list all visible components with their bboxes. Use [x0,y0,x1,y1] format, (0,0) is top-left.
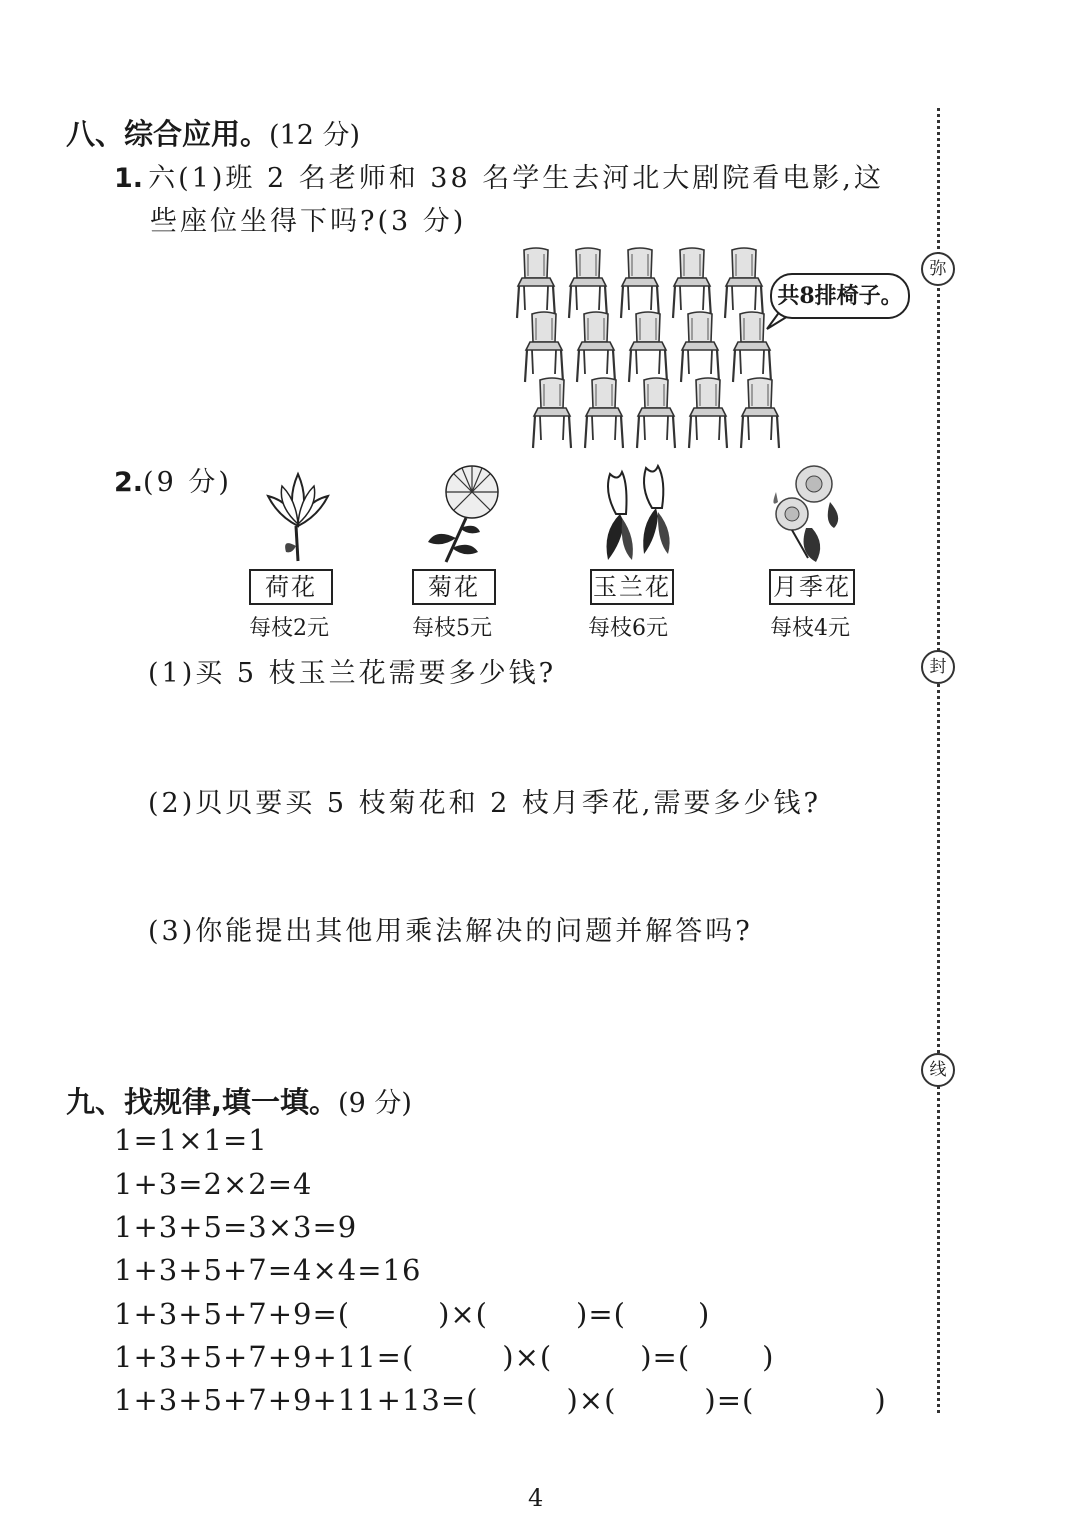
lotus-icon [258,466,338,566]
question-2-score: (9 分) [143,467,232,498]
section-9-heading [66,1080,412,1121]
question-1-line-1 [114,156,884,195]
question-1-text-2: 些座位坐得下吗?(3 分) [150,206,467,237]
seal-xian: 线 [921,1053,955,1087]
blank-equation-times: )×( [438,1297,488,1331]
chair-row-3 [533,378,779,448]
chair-row-2 [525,312,771,382]
pattern-blank-equation-2 [114,1340,774,1374]
section-8-score: (12 分) [269,120,361,151]
blank-equation-equals: )=( [576,1297,626,1331]
blank-equation-times: )×( [566,1383,617,1417]
question-1-number: 1. [114,163,144,194]
section-9-score: (9 分) [338,1088,412,1119]
pattern-blank-equation-3 [114,1383,887,1417]
question-2-part-3: (3)你能提出其他用乘法解决的问题并解答吗? [148,916,753,947]
flower-price-magnolia: 每枝6元 [588,616,668,641]
flower-price-chrysanthemum: 每枝5元 [412,616,492,641]
chair-row-1 [517,248,763,318]
pattern-blank-equation-1 [114,1297,710,1331]
question-2-number: 2. [114,467,144,498]
blank-equation-lhs: 1+3+5+7+9+11+13=( [114,1383,479,1417]
seal-mi: 弥 [921,252,955,286]
blank-equation-equals: )=( [640,1340,691,1374]
section-8-heading [66,112,360,153]
flower-label-lotus: 荷花 [249,569,333,605]
flower-price-lotus: 每枝2元 [249,616,329,641]
seal-feng: 封 [921,650,955,684]
chinese-rose-icon [768,462,848,566]
question-2-part-1: (1)买 5 枝玉兰花需要多少钱? [148,658,557,689]
blank-equation-close: ) [874,1383,887,1417]
flower-price-chinese-rose: 每枝4元 [770,616,850,641]
binding-dotted-line [937,108,940,1413]
blank-equation-close: ) [762,1340,775,1374]
page-number: 4 [528,1484,544,1512]
blank-equation-lhs: 1+3+5+7+9+11=( [114,1340,415,1374]
section-9-title: 九、找规律,填一填。 [66,1085,339,1119]
chrysanthemum-icon [420,462,510,566]
flower-label-chrysanthemum: 菊花 [412,569,496,605]
blank-equation-equals: )=( [704,1383,755,1417]
question-2-heading [114,460,232,499]
pattern-equation-3: 1+3+5=3×3=9 [114,1210,358,1244]
section-8-title: 八、综合应用。 [66,117,270,151]
pattern-equation-2: 1+3=2×2=4 [114,1167,313,1201]
speech-bubble: 共8排椅子。 [770,273,910,319]
flower-label-magnolia: 玉兰花 [590,569,674,605]
pattern-equation-4: 1+3+5+7=4×4=16 [114,1253,422,1287]
question-1-text-1: 六(1)班 2 名老师和 38 名学生去河北大剧院看电影,这 [148,163,884,194]
flower-label-chinese-rose: 月季花 [769,569,855,605]
blank-equation-times: )×( [502,1340,553,1374]
magnolia-icon [596,462,680,566]
blank-equation-close: ) [697,1297,711,1331]
pattern-equation-1: 1=1×1=1 [114,1123,268,1157]
question-2-part-2: (2)贝贝要买 5 枝菊花和 2 枝月季花,需要多少钱? [148,788,821,819]
chairs-illustration [510,240,790,455]
blank-equation-lhs: 1+3+5+7+9=( [114,1297,351,1331]
